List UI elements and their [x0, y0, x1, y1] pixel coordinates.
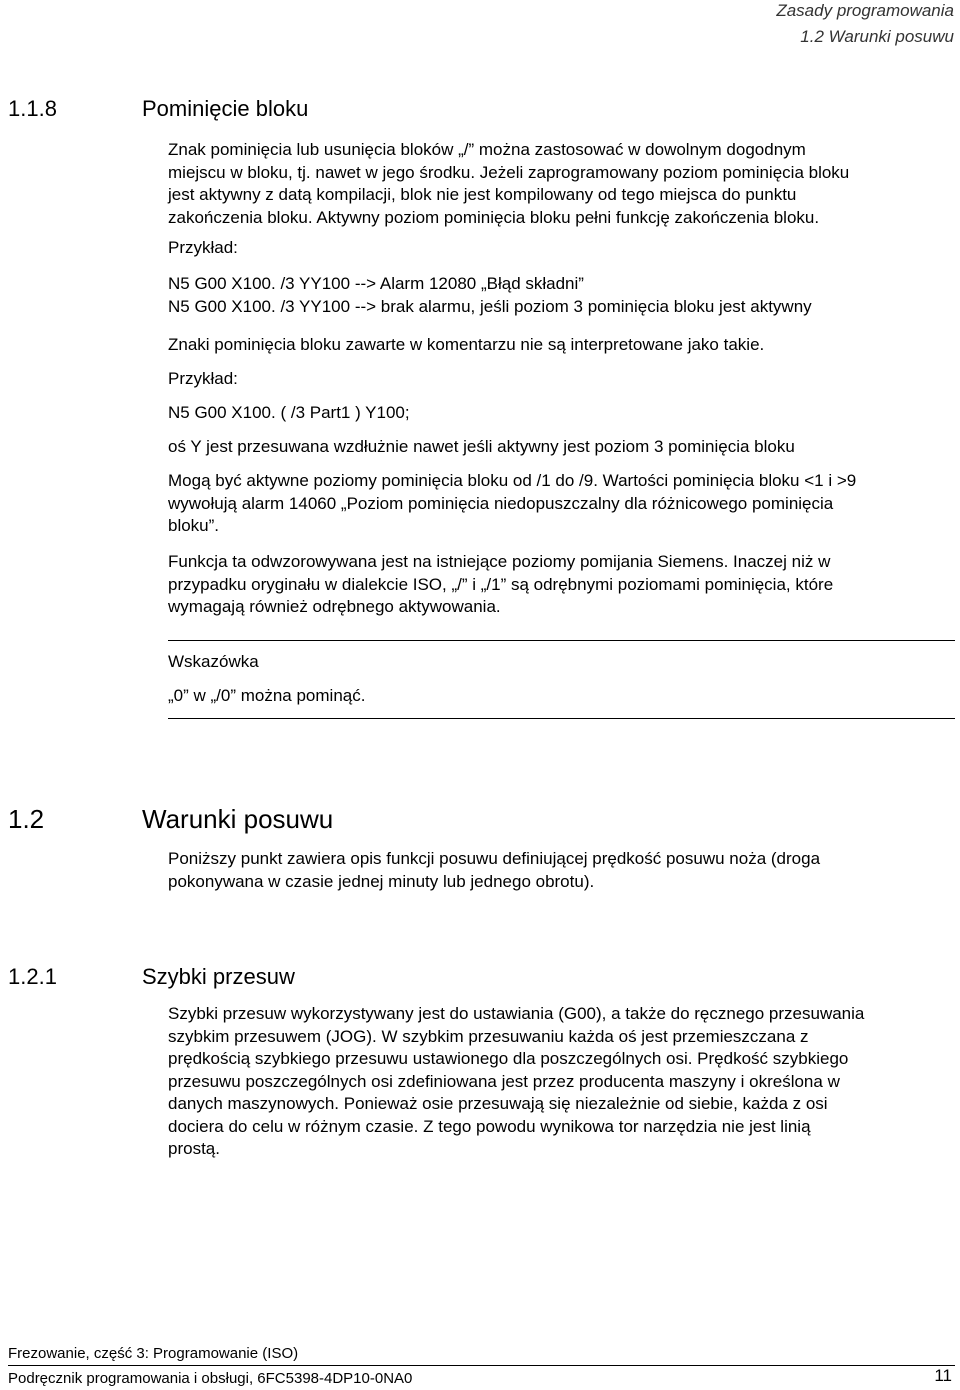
paragraph: oś Y jest przesuwana wzdłużnie nawet jeśli aktywny jest poziom 3 pominięcia bloku: [168, 437, 795, 456]
chapter-section-number: 1.2: [8, 804, 45, 834]
text-line: wymagają również odrębnego aktywowania.: [168, 597, 501, 616]
text-line: prędkością szybkiego przesuwu ustawionego dla poszczególnych osi. Prędkość szybkiego: [168, 1049, 849, 1068]
text-line: przesuwu poszczególnych osi zdefiniowana jest przez producenta maszyny i określona w: [168, 1071, 840, 1091]
section-title: Pominięcie bloku: [142, 96, 309, 121]
paragraph: [168, 848, 938, 893]
paragraph: [168, 1003, 938, 1161]
text-line: szybkim przesuwem (JOG). W szybkim przesuwaniu każda oś jest przemieszczana z: [168, 1026, 809, 1046]
note-divider: [168, 640, 955, 641]
code-line: N5 G00 X100. /3 YY100 --> brak alarmu, jeśli poziom 3 pominięcia bloku jest aktywny: [168, 296, 812, 316]
text-line: zakończenia bloku. Aktywny poziom pominięcia bloku pełni funkcję zakończenia bloku.: [168, 207, 820, 227]
paragraph: [168, 470, 938, 538]
code-line: N5 G00 X100. ( /3 Part1 ) Y100;: [168, 403, 410, 422]
text-line: bloku”.: [168, 516, 220, 535]
paragraph: Znaki pominięcia bloku zawarte w komentarzu nie są interpretowane jako takie.: [168, 335, 765, 354]
running-header-section: 1.2 Warunki posuwu: [800, 27, 954, 46]
example-label: Przykład:: [168, 238, 238, 257]
text-line: pokonywana w czasie jednej minuty lub jednego obrotu).: [168, 871, 595, 891]
note-divider: [168, 718, 955, 719]
text-line: miejscu w bloku, tj. nawet w jego środku. Jeżeli zaprogramowany poziom pominięcia bloku: [168, 162, 850, 182]
text-line: Poniższy punkt zawiera opis funkcji posuwu definiującej prędkość posuwu noża (droga: [168, 849, 821, 868]
note-text: „0” w „/0” można pominąć.: [168, 686, 366, 705]
text-line: prostą.: [168, 1139, 220, 1158]
text-line: Szybki przesuw wykorzystywany jest do ustawiania (G00), a także do ręcznego przesuwania: [168, 1004, 865, 1023]
example-label: Przykład:: [168, 369, 238, 388]
text-line: Funkcja ta odwzorowywana jest na istniejące poziomy pomijania Siemens. Inaczej niż w: [168, 552, 831, 571]
text-line: jest aktywny z datą kompilacji, blok nie jest kompilowany od tego miejsca do punktu: [168, 185, 797, 204]
section-number: 1.1.8: [8, 96, 57, 121]
paragraph: [168, 139, 938, 229]
section-number: 1.2.1: [8, 964, 57, 989]
footer-book-title: Frezowanie, część 3: Programowanie (ISO): [8, 1345, 299, 1362]
text-line: Mogą być aktywne poziomy pominięcia bloku od /1 do /9. Wartości pominięcia bloku <1 i >9: [168, 471, 857, 490]
code-example: [168, 273, 938, 318]
footer-divider: [8, 1365, 955, 1366]
text-line: Znak pominięcia lub usunięcia bloków „/” można zastosować w dowolnym dogodnym: [168, 140, 806, 159]
text-line: wywołują alarm 14060 „Poziom pominięcia niedopuszczalny dla różnicowego pominięcia: [168, 493, 834, 513]
page-number: 11: [934, 1366, 952, 1385]
text-line: danych maszynowych. Ponieważ osie przesuwają się niezależnie od siebie, każda z osi: [168, 1094, 828, 1113]
code-line: N5 G00 X100. /3 YY100 --> Alarm 12080 „Błąd składni”: [168, 274, 584, 293]
text-line: dociera do celu w różnym czasie. Z tego powodu wynikowa tor narzędzia nie jest linią: [168, 1116, 811, 1136]
chapter-section-title: Warunki posuwu: [142, 804, 334, 834]
note-title: Wskazówka: [168, 652, 259, 671]
text-line: przypadku oryginału w dialekcie ISO, „/” i „/1” są odrębnymi poziomami pominięcia, które: [168, 574, 834, 594]
paragraph: [168, 551, 938, 619]
footer-manual-id: Podręcznik programowania i obsługi, 6FC5398-4DP10-0NA0: [8, 1370, 413, 1387]
running-header-chapter: Zasady programowania: [776, 1, 954, 20]
section-title: Szybki przesuw: [142, 964, 295, 989]
